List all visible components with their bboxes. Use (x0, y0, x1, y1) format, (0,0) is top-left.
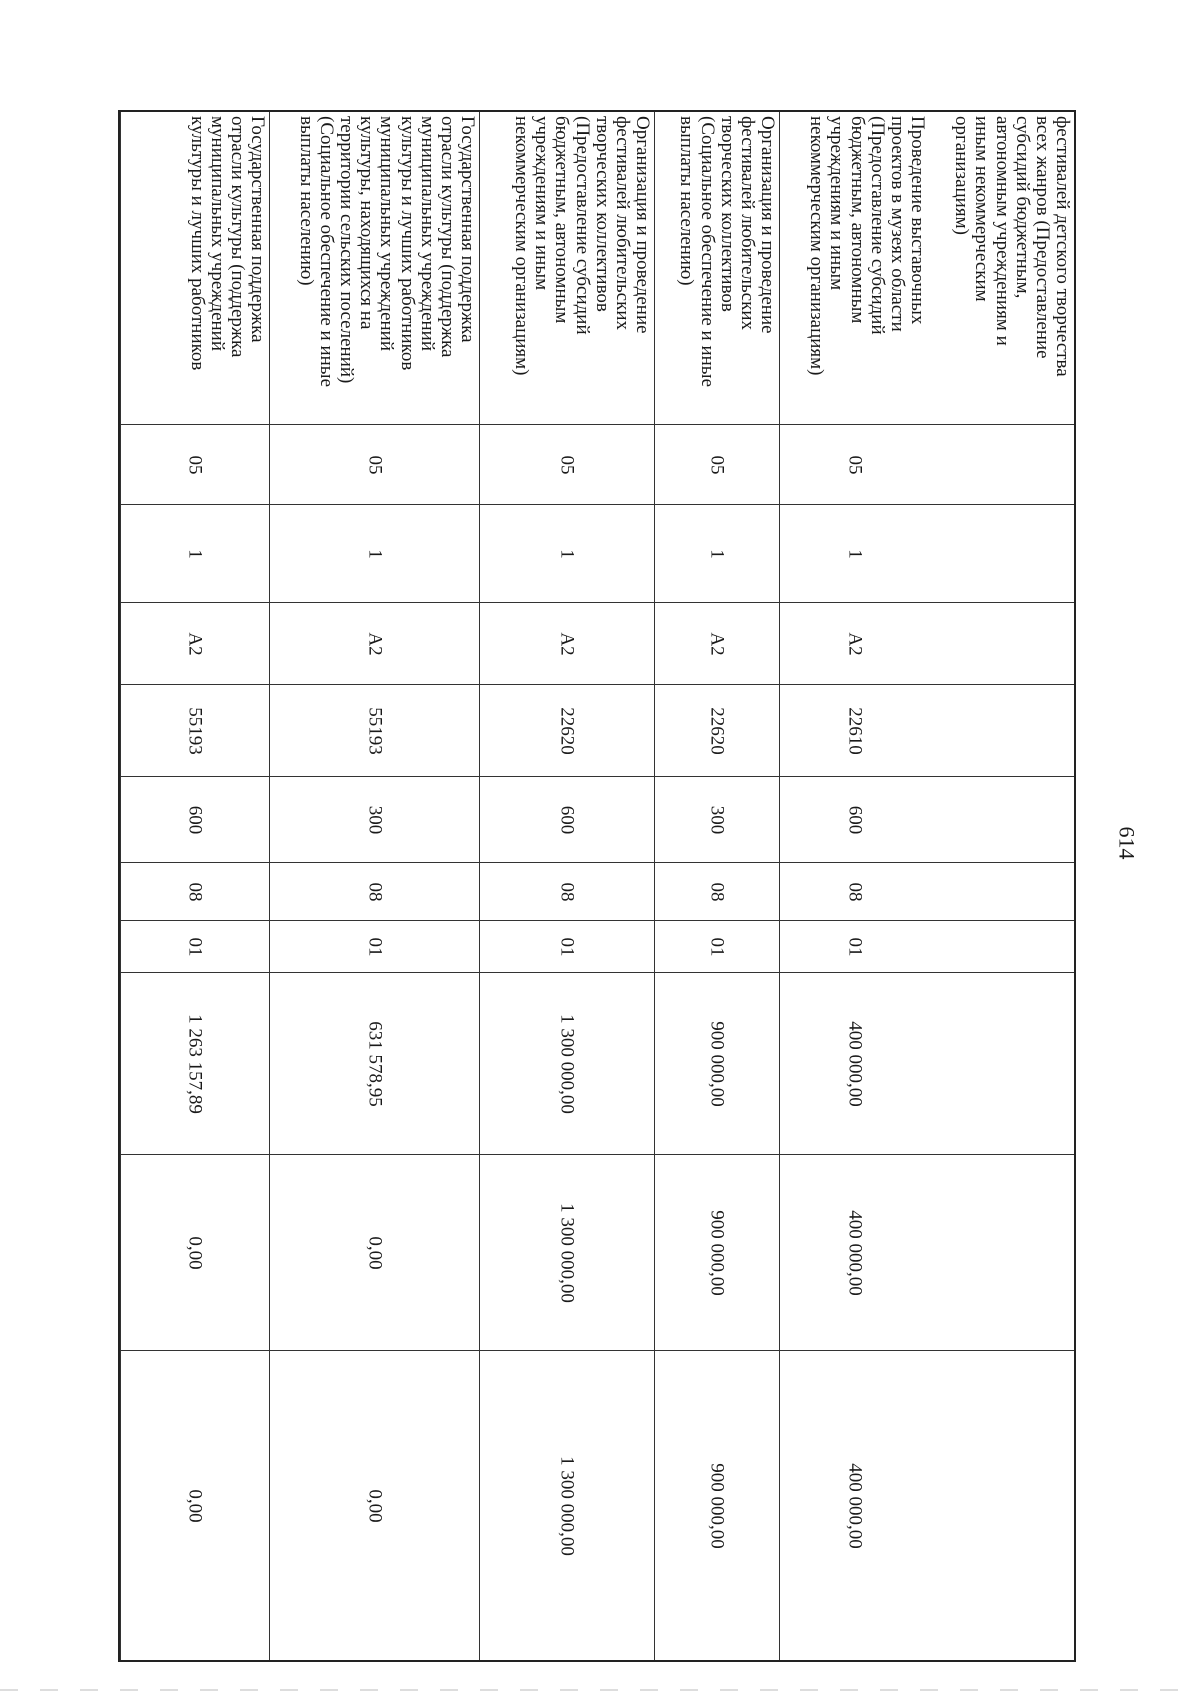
cell-text: 400 000,00 (844, 1209, 865, 1296)
cell-text: 300 (364, 805, 385, 834)
cell-text: 0,00 (364, 1235, 385, 1270)
cell-text: А2 (706, 631, 728, 656)
cell-subprogram (121, 504, 269, 602)
cell-text: 1 263 157,89 (184, 1013, 206, 1114)
cell-subprogram (929, 504, 1074, 602)
cell-section (780, 424, 929, 504)
cell-text: 1 (184, 548, 206, 559)
cell-subprogram (480, 504, 654, 602)
cell-text: А2 (556, 631, 578, 656)
cell-text: 05 (184, 455, 206, 474)
cell-text: 600 (184, 805, 206, 834)
cell-text: 0,00 (184, 1488, 206, 1523)
cell-text: 55193 (184, 706, 206, 755)
cell-subprogram (780, 504, 929, 602)
cell-subchapter (480, 920, 654, 972)
cell-text: 05 (556, 455, 578, 474)
cell-text: 08 (844, 882, 865, 901)
cell-project (121, 602, 269, 684)
cell-expense-type (780, 776, 929, 862)
cell-text: 1 300 000,00 (556, 1202, 578, 1303)
cell-text: 631 578,95 (364, 1020, 385, 1107)
cell-section (121, 424, 269, 504)
description-text: Государственная поддержка отрасли культуры (поддержка муниципальных учреждений культуры и лучших работников (186, 116, 268, 371)
cell-subchapter (270, 920, 479, 972)
cell-direction (655, 684, 779, 776)
cell-text: 300 (706, 805, 728, 834)
cell-chapter (480, 862, 654, 920)
cell-sum-year2 (929, 1154, 1074, 1350)
description-text: Проведение выставочных проектов в музеях области (Предоставление субсидий бюджетным, автономным учреждениям и иным некоммерческим организациям) (806, 116, 928, 376)
cell-text: 05 (844, 455, 865, 474)
cell-text: 600 (556, 805, 578, 834)
cell-text: 1 (844, 548, 865, 559)
cell-text: 05 (364, 455, 385, 474)
cell-subchapter (121, 920, 269, 972)
cell-text: 400 000,00 (844, 1020, 865, 1107)
cell-expense-type (655, 776, 779, 862)
cell-text: 01 (556, 937, 578, 956)
cell-text: 0,00 (364, 1488, 385, 1523)
cell-subprogram (655, 504, 779, 602)
cell-sum-year1 (480, 972, 654, 1154)
cell-text: А2 (844, 631, 865, 656)
description-text: фестивалей детского творчества всех жанров (Предоставление субсидий бюджетным, автономным учреждениям и иным некоммерческим организациям) (951, 116, 1073, 377)
cell-text: А2 (364, 631, 385, 656)
cell-text: А2 (184, 631, 206, 656)
description-text: Государственная поддержка отрасли культуры (поддержка муниципальных учреждений культуры и лучших работников муниципальных учреждений культуры, находящихся на территории сельских поселений) (Социальное обеспечение и иные выплаты населению) (296, 116, 478, 388)
cell-direction (929, 684, 1074, 776)
cell-direction (780, 684, 929, 776)
cell-text: 08 (706, 882, 728, 901)
cell-text: 1 300 000,00 (556, 1455, 578, 1556)
cell-text: 01 (184, 937, 206, 956)
table-row (120, 112, 269, 1660)
description-text: Организация и проведение фестивалей любительских творческих коллективов (Социальное обеспечение и иные выплаты населению) (676, 116, 778, 388)
cell-expense-type (929, 776, 1074, 862)
cell-subprogram (270, 504, 479, 602)
cell-sum-year1 (655, 972, 779, 1154)
row-description (121, 112, 269, 424)
cell-text: 1 (364, 548, 385, 559)
cell-sum-year1 (270, 972, 479, 1154)
cell-section (929, 424, 1074, 504)
cell-text: 01 (844, 937, 865, 956)
cell-text: 08 (364, 882, 385, 901)
cell-text: 05 (706, 455, 728, 474)
cell-sum-year3 (929, 1350, 1074, 1660)
cell-sum-year2 (780, 1154, 929, 1350)
cell-project (270, 602, 479, 684)
cell-direction (270, 684, 479, 776)
cell-text: 0,00 (184, 1235, 206, 1270)
cell-chapter (780, 862, 929, 920)
row-description (480, 112, 654, 424)
cell-sum-year1 (121, 972, 269, 1154)
cell-text: 55193 (364, 706, 385, 755)
cell-sum-year3 (480, 1350, 654, 1660)
table-row (929, 112, 1074, 1660)
cell-project (780, 602, 929, 684)
cell-project (929, 602, 1074, 684)
table-row (479, 112, 654, 1660)
table-row (779, 112, 929, 1660)
cell-chapter (929, 862, 1074, 920)
cell-text: 900 000,00 (706, 1020, 728, 1107)
cell-section (655, 424, 779, 504)
cell-sum-year3 (270, 1350, 479, 1660)
cell-subchapter (929, 920, 1074, 972)
row-description (655, 112, 779, 424)
table-row (269, 112, 479, 1660)
cell-subchapter (780, 920, 929, 972)
cell-text: 08 (184, 882, 206, 901)
cell-project (655, 602, 779, 684)
cell-direction (121, 684, 269, 776)
cell-text: 01 (706, 937, 728, 956)
cell-text: 900 000,00 (706, 1209, 728, 1296)
cell-text: 01 (364, 937, 385, 956)
cell-sum-year3 (655, 1350, 779, 1660)
cell-chapter (655, 862, 779, 920)
page-number: 614 (1114, 826, 1140, 860)
cell-project (480, 602, 654, 684)
cell-expense-type (121, 776, 269, 862)
cell-section (480, 424, 654, 504)
row-description (270, 112, 479, 424)
cell-chapter (121, 862, 269, 920)
cell-text: 600 (844, 805, 865, 834)
budget-table (118, 110, 1076, 1662)
cell-subchapter (655, 920, 779, 972)
cell-expense-type (270, 776, 479, 862)
cell-text: 900 000,00 (706, 1462, 728, 1549)
cell-section (270, 424, 479, 504)
cell-text: 400 000,00 (844, 1462, 865, 1549)
cell-chapter (270, 862, 479, 920)
cell-sum-year1 (780, 972, 929, 1154)
cell-sum-year2 (121, 1154, 269, 1350)
cell-sum-year1 (929, 972, 1074, 1154)
cell-text: 22620 (556, 706, 578, 755)
row-description (780, 112, 929, 424)
cell-sum-year2 (480, 1154, 654, 1350)
cell-expense-type (480, 776, 654, 862)
cell-text: 1 (706, 548, 728, 559)
row-description (929, 112, 1074, 424)
cell-text: 22610 (844, 706, 865, 755)
cell-text: 22620 (706, 706, 728, 755)
cell-sum-year2 (655, 1154, 779, 1350)
table-row (654, 112, 779, 1660)
cell-sum-year3 (121, 1350, 269, 1660)
cell-sum-year2 (270, 1154, 479, 1350)
description-text: Организация и проведение фестивалей любительских творческих коллективов (Предоставление субсидий бюджетным, автономным учреждениям и иным некоммерческим организациям) (511, 116, 653, 376)
cell-text: 08 (556, 882, 578, 901)
cell-text: 1 (556, 548, 578, 559)
scan-artifact (0, 1689, 1200, 1691)
cell-sum-year3 (780, 1350, 929, 1660)
cell-text: 1 300 000,00 (556, 1013, 578, 1114)
cell-direction (480, 684, 654, 776)
